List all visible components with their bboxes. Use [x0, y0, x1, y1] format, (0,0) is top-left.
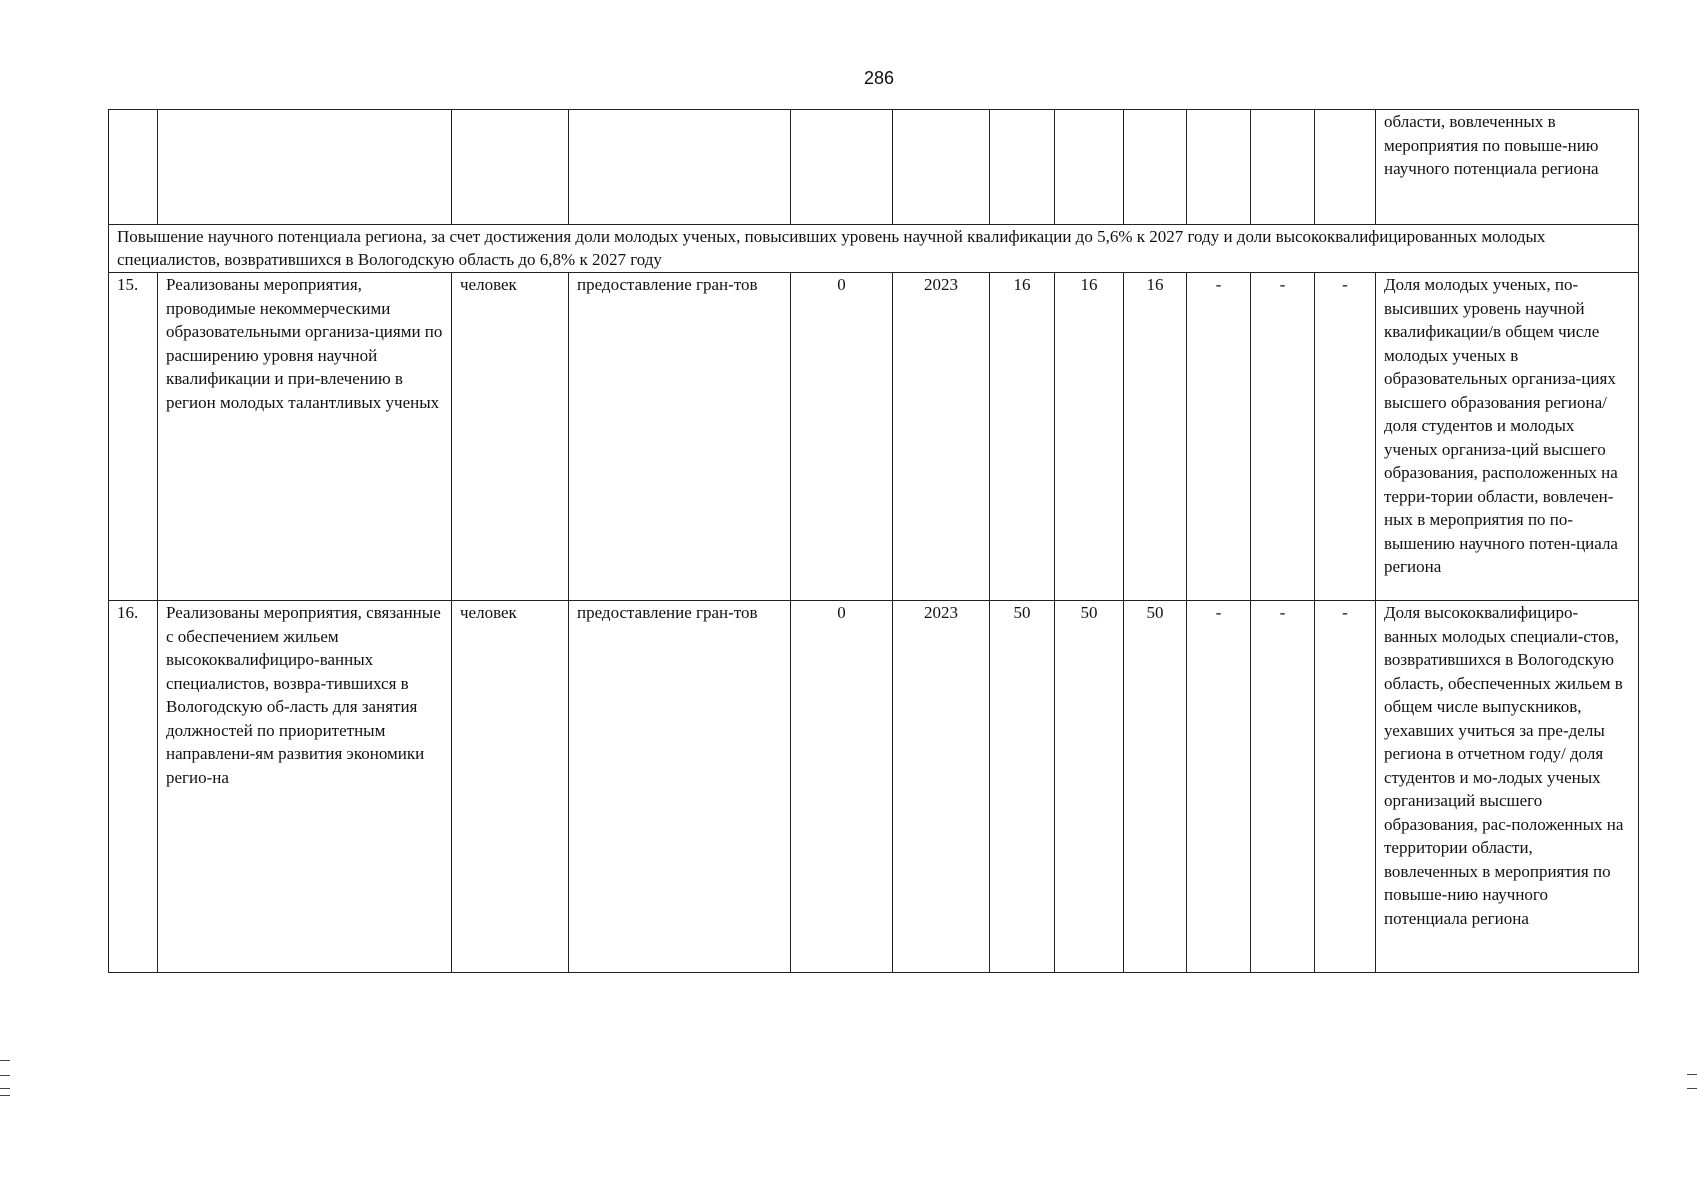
- scan-mark: [0, 1075, 10, 1076]
- type-cell: предоставление гран-тов: [569, 273, 791, 601]
- row-number: 16.: [109, 601, 158, 973]
- indicator-cell: Доля молодых ученых, по-высивших уровень научной квалификации/в общем числе молодых ученых в образовательных организа-циях высшего образования региона/ доля студентов и молодых ученых организа-ций высшего образования, расположенных на терри-тории области, вовлечен-ных в мероприятия по по-вышению научного потен-циала региона: [1376, 273, 1639, 601]
- value-cell: -: [1251, 601, 1315, 973]
- value-cell: 50: [990, 601, 1055, 973]
- cell-value: [1124, 110, 1187, 225]
- cell-num: [109, 110, 158, 225]
- value-cell: -: [1315, 601, 1376, 973]
- value-cell: 50: [1124, 601, 1187, 973]
- row-number: 15.: [109, 273, 158, 601]
- cell-name: [158, 110, 452, 225]
- value-cell: -: [1251, 273, 1315, 601]
- value-cell: 16: [990, 273, 1055, 601]
- indicator-cell: Доля высококвалифициро-ванных молодых специали-стов, возвратившихся в Вологодскую область, обеспеченных жильем в общем числе выпускников, уехавших учиться за пре-делы региона в отчетном году/ доля студентов и мо-лодых ученых организаций высшего образования, рас-положенных на территории области, вовлеченных в мероприятия по повыше-нию научного потенциала региона: [1376, 601, 1639, 973]
- type-cell: предоставление гран-тов: [569, 601, 791, 973]
- cell-value: [990, 110, 1055, 225]
- cell-indicator: области, вовлеченных в мероприятия по повыше-нию научного потенциала региона: [1376, 110, 1639, 225]
- table-row: [109, 273, 1639, 601]
- cell-value: [1187, 110, 1251, 225]
- section-heading: Повышение научного потенциала региона, за счет достижения доли молодых ученых, повысивших уровень научной квалификации до 5,6% к 2027 году и доли высококвалифицированных молодых специалистов, возвратившихся в Вологодскую область до 6,8% к 2027 году: [109, 225, 1639, 273]
- base-year-cell: 2023: [893, 601, 990, 973]
- base-value-cell: 0: [791, 601, 893, 973]
- scan-mark: [1687, 1088, 1697, 1089]
- cell-value: [1315, 110, 1376, 225]
- page-number: 286: [863, 68, 895, 88]
- value-cell: 50: [1055, 601, 1124, 973]
- value-cell: -: [1187, 601, 1251, 973]
- section-heading-row: [109, 225, 1639, 273]
- cell-unit: [452, 110, 569, 225]
- base-year-cell: 2023: [893, 273, 990, 601]
- cell-value: [1055, 110, 1124, 225]
- unit-cell: человек: [452, 273, 569, 601]
- measure-name: Реализованы мероприятия, проводимые некоммерческими образовательными организа-циями по расширению уровня научной квалификации и при-влечению в регион молодых талантливых ученых: [158, 273, 452, 601]
- measures-table: [108, 109, 1639, 973]
- scan-mark: [0, 1095, 10, 1096]
- measure-name: Реализованы мероприятия, связанные с обеспечением жильем высококвалифициро-ванных специалистов, возвра-тившихся в Вологодскую об-ласть для занятия должностей по приоритетным направлени-ям развития экономики регио-на: [158, 601, 452, 973]
- cell-base-value: [791, 110, 893, 225]
- cell-type: [569, 110, 791, 225]
- cell-value: [1251, 110, 1315, 225]
- table-row: [109, 601, 1639, 973]
- scan-mark: [1687, 1074, 1697, 1075]
- unit-cell: человек: [452, 601, 569, 973]
- value-cell: 16: [1055, 273, 1124, 601]
- scan-mark: [0, 1060, 10, 1061]
- scan-mark: [0, 1088, 10, 1089]
- continuation-row: [109, 110, 1639, 225]
- cell-base-year: [893, 110, 990, 225]
- value-cell: -: [1315, 273, 1376, 601]
- value-cell: 16: [1124, 273, 1187, 601]
- base-value-cell: 0: [791, 273, 893, 601]
- value-cell: -: [1187, 273, 1251, 601]
